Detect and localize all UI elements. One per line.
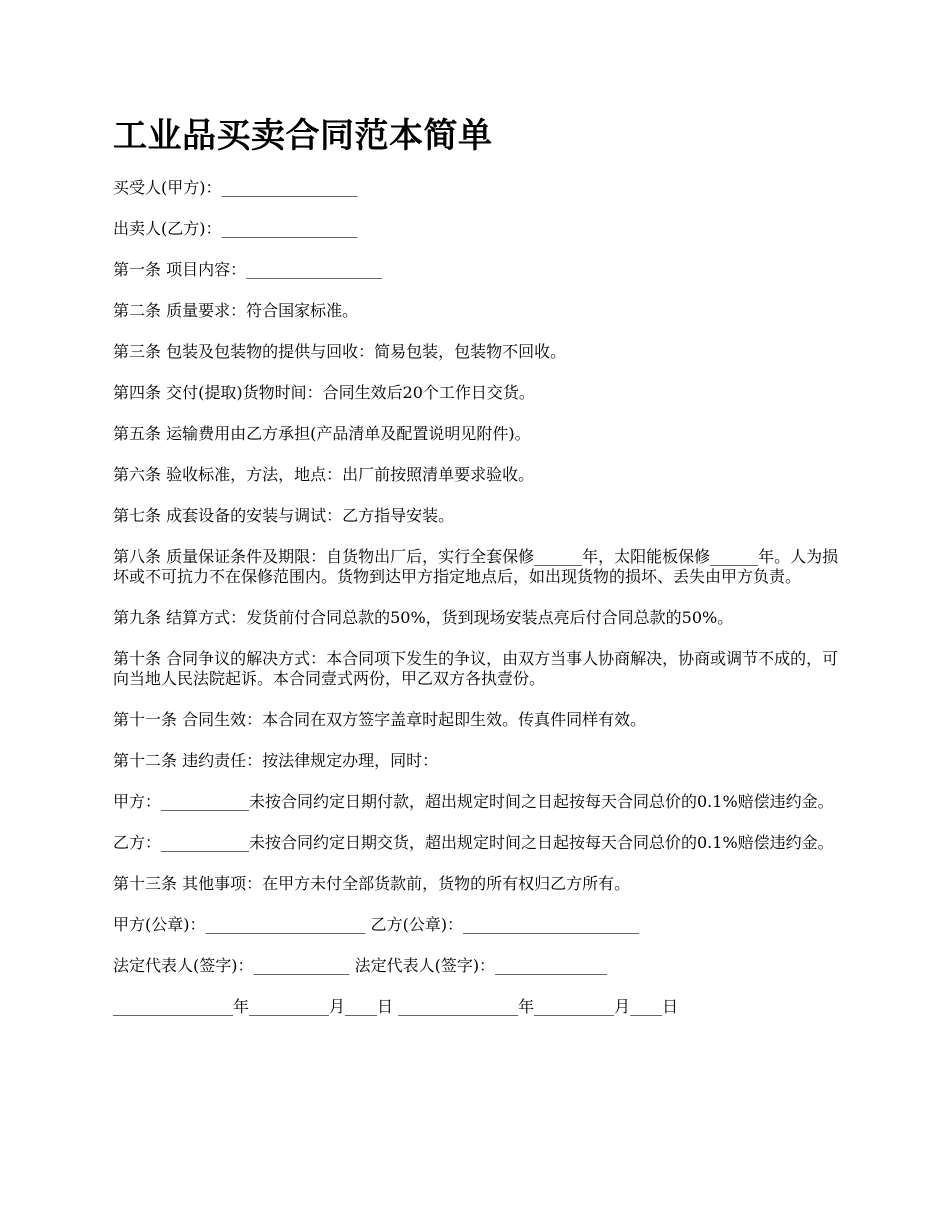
article-12: 第十二条 违约责任：按法律规定办理，同时： bbox=[113, 751, 439, 770]
article-10: 第十条 合同争议的解决方式：本合同项下发生的争议，由双方当事人协商解决，协商或调节不成的，可向当地人民法院起诉。本合同壹式两份，甲乙双方各执壹份。 bbox=[113, 649, 839, 688]
seller-line: 出卖人(乙方)：_________________ bbox=[113, 219, 358, 238]
article-1: 第一条 项目内容：_________________ bbox=[113, 260, 383, 279]
article-5: 第五条 运输费用由乙方承担(产品清单及配置说明见附件)。 bbox=[113, 424, 531, 443]
document-title: 工业品买卖合同范本简单 bbox=[113, 116, 493, 156]
article-7: 第七条 成套设备的安装与调试：乙方指导安装。 bbox=[113, 506, 455, 525]
party-a-breach-clause: 甲方：___________未按合同约定日期付款，超出规定时间之日起按每天合同总价的0.1%赔偿违约金。 bbox=[113, 792, 834, 811]
contract-document bbox=[113, 112, 848, 1038]
article-6: 第六条 验收标准，方法，地点：出厂前按照清单要求验收。 bbox=[113, 465, 535, 484]
article-4: 第四条 交付(提取)货物时间：合同生效后20个工作日交货。 bbox=[113, 383, 535, 402]
article-11: 第十一条 合同生效：本合同在双方签字盖章时起即生效。传真件同样有效。 bbox=[113, 710, 647, 729]
seal-line: 甲方(公章)：____________________ 乙方(公章)：______________________ bbox=[113, 915, 640, 934]
article-2: 第二条 质量要求：符合国家标准。 bbox=[113, 301, 359, 320]
party-b-breach-clause: 乙方：___________未按合同约定日期交货，超出规定时间之日起按每天合同总价的0.1%赔偿违约金。 bbox=[113, 833, 834, 852]
article-8: 第八条 质量保证条件及期限：自货物出厂后，实行全套保修______年，太阳能板保修______年。人为损坏或不可抗力不在保修范围内。货物到达甲方指定地点后，如出现货物的损坏、丢失由甲方负责。 bbox=[113, 547, 839, 586]
article-13: 第十三条 其他事项：在甲方未付全部货款前，货物的所有权归乙方所有。 bbox=[113, 874, 631, 893]
article-9: 第九条 结算方式：发货前付合同总款的50%，货到现场安装点亮后付合同总款的50%。 bbox=[113, 608, 734, 627]
date-line: _______________年__________月____日 _______________年__________月____日 bbox=[113, 997, 679, 1016]
signature-line: 法定代表人(签字)：____________ 法定代表人(签字)：______________ bbox=[113, 956, 608, 975]
buyer-line: 买受人(甲方)：_________________ bbox=[113, 178, 358, 197]
article-3: 第三条 包装及包装物的提供与回收：简易包装，包装物不回收。 bbox=[113, 342, 567, 361]
